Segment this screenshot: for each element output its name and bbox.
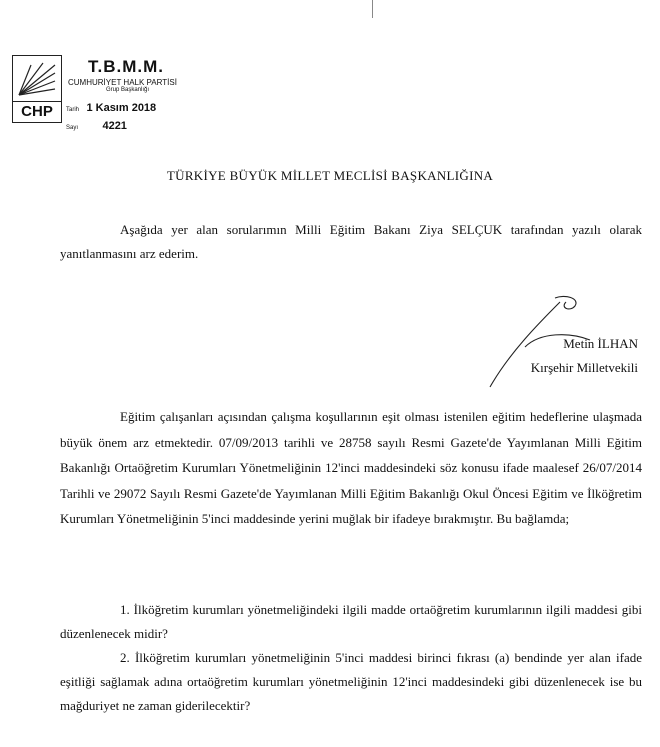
logo-label: CHP — [13, 101, 61, 122]
letterhead-org — [66, 57, 177, 93]
date-value: 1 Kasım 2018 — [86, 102, 157, 114]
signer-title: Kırşehir Milletvekili — [530, 360, 638, 375]
body-paragraph: Eğitim çalışanları açısından çalışma koşullarının eşit olması istenilen eğitim hedeflerine ulaşmada büyük önem arz etmektedir. 07/09/2013 tarihli ve 28758 sayılı Resmi Gazete'de Yayımlanan Milli Eğitim Bakanlığı Ortaöğretim Kurumları Yönetmeliğinin 12'inci maddesindeki söz konusu ifade maalesef 26/07/2014 Tarihli ve 29072 Sayılı Resmi Gazete'de Yayımlanan Milli Eğitim Bakanlığı Okul Öncesi Eğitim ve İlköğretim Kurumları Yönetmeliğinin 5'inci maddesinde yerini muğlak bir ifadeye bırakmıştır. Bu bağlamda; — [60, 409, 642, 526]
scan-mark — [372, 0, 373, 18]
date-label: Tarih — [66, 107, 80, 113]
number-value: 4221 — [102, 120, 127, 132]
signer-block — [531, 332, 638, 380]
question-1: 1. İlköğretim kurumları yönetmeliğindeki ilgili madde ortaöğretim kurumlarının ilgili maddesi gibi düzenlenecek midir? — [60, 602, 642, 641]
org-title: T.B.M.M. — [88, 57, 164, 76]
number-label: Sayı — [66, 125, 79, 131]
signer-name: Metin İLHAN — [563, 336, 638, 351]
rays-icon — [15, 59, 59, 99]
addressee-heading: TÜRKİYE BÜYÜK MİLLET MECLİSİ BAŞKANLIĞINA — [166, 168, 494, 183]
party-name: CUMHURİYET HALK PARTİSİ — [68, 78, 177, 87]
intro-paragraph: Aşağıda yer alan sorularımın Milli Eğitim Bakanı Ziya SELÇUK tarafından yazılı olarak yanıtlanmasını arz ederim. — [60, 222, 642, 261]
date-row — [66, 98, 156, 116]
number-row — [66, 116, 127, 134]
question-2: 2. İlköğretim kurumları yönetmeliğinin 5'inci maddesi birinci fıkrası (a) bendinde yer alan ifade eşitliği sağlamak adına ortaöğretim kurumları yönetmeliğinin 12'inci maddesindeki gibi düzenlenecek ise bu mağduriyet ne zaman giderilecektir? — [60, 650, 642, 713]
group-name: Grup Başkanlığı — [106, 87, 150, 93]
chp-logo — [12, 55, 62, 123]
